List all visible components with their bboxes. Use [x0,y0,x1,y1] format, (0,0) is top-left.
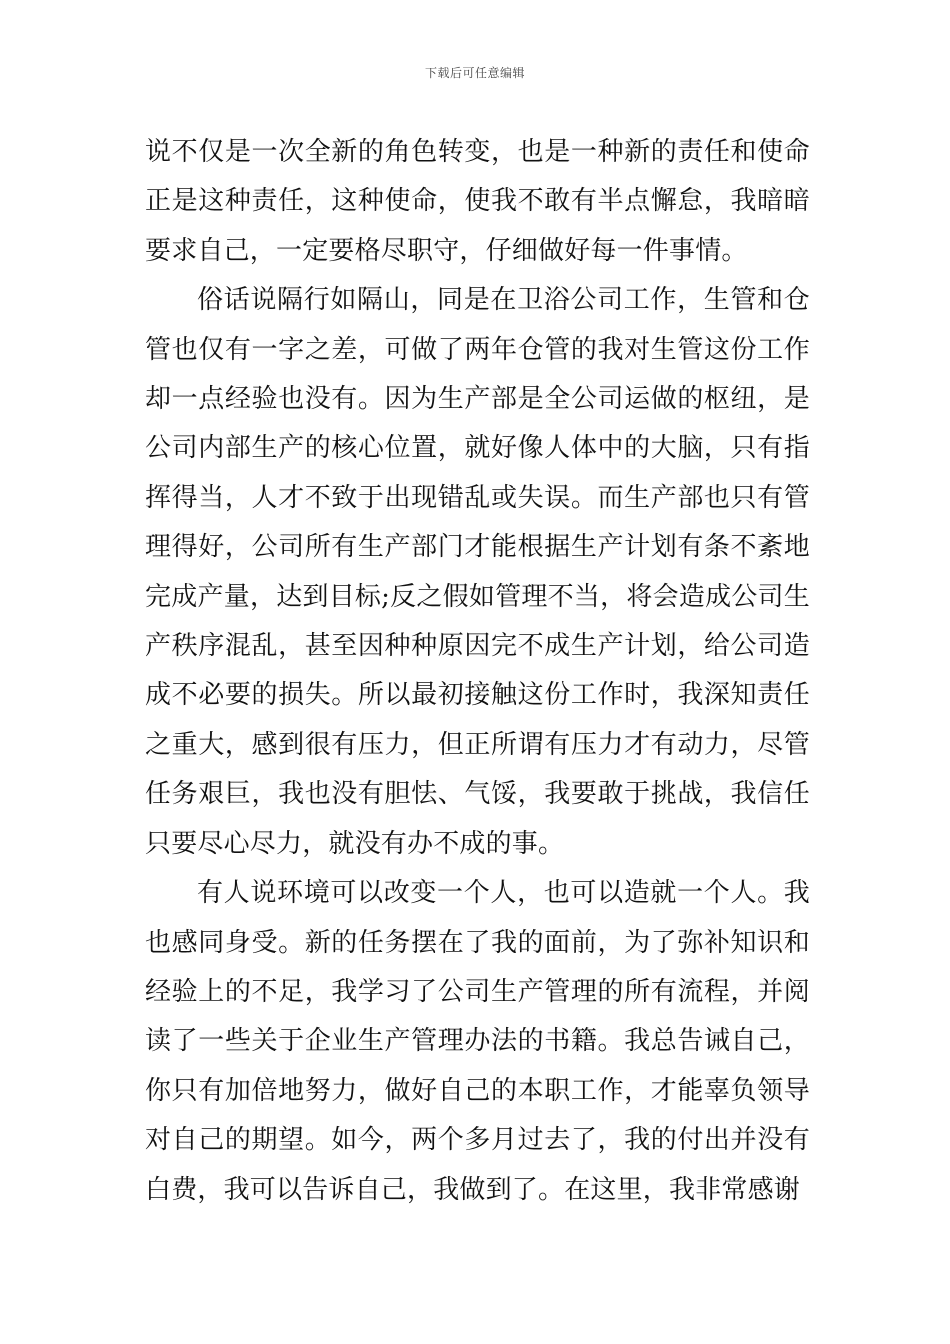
document-body [145,128,810,1215]
paragraph-2: 俗话说隔行如隔山，同是在卫浴公司工作，生管和仓管也仅有一字之差，可做了两年仓管的我对生管这份工作却一点经验也没有。因为生产部是全公司运做的枢纽，是公司内部生产的核心位置，就好像人体中的大脑，只有指挥得当，人才不致于出现错乱或失误。而生产部也只有管理得好，公司所有生产部门才能根据生产计划有条不紊地完成产量，达到目标;反之假如管理不当，将会造成公司生产秩序混乱，甚至因种种原因完不成生产计划，给公司造成不必要的损失。所以最初接触这份工作时，我深知责任之重大，感到很有压力，但正所谓有压力才有动力，尽管任务艰巨，我也没有胆怯、气馁，我要敢于挑战，我信任只要尽心尽力，就没有办不成的事。 [145,285,810,859]
paragraph-3: 有人说环境可以改变一个人，也可以造就一个人。我也感同身受。新的任务摆在了我的面前，为了弥补知识和经验上的不足，我学习了公司生产管理的所有流程，并阅读了一些关于企业生产管理办法的书籍。我总告诫自己，你只有加倍地努力，做好自己的本职工作，才能辜负领导对自己的期望。如今，两个多月过去了，我的付出并没有白费，我可以告诉自己，我做到了。在这里，我非常感谢 [145,878,810,1205]
page-header: 下载后可任意编辑 [424,66,525,80]
paragraph-1: 说不仅是一次全新的角色转变，也是一种新的责任和使命正是这种责任，这种使命，使我不敢有半点懈怠，我暗暗要求自己，一定要格尽职守，仔细做好每一件事情。 [145,137,810,266]
